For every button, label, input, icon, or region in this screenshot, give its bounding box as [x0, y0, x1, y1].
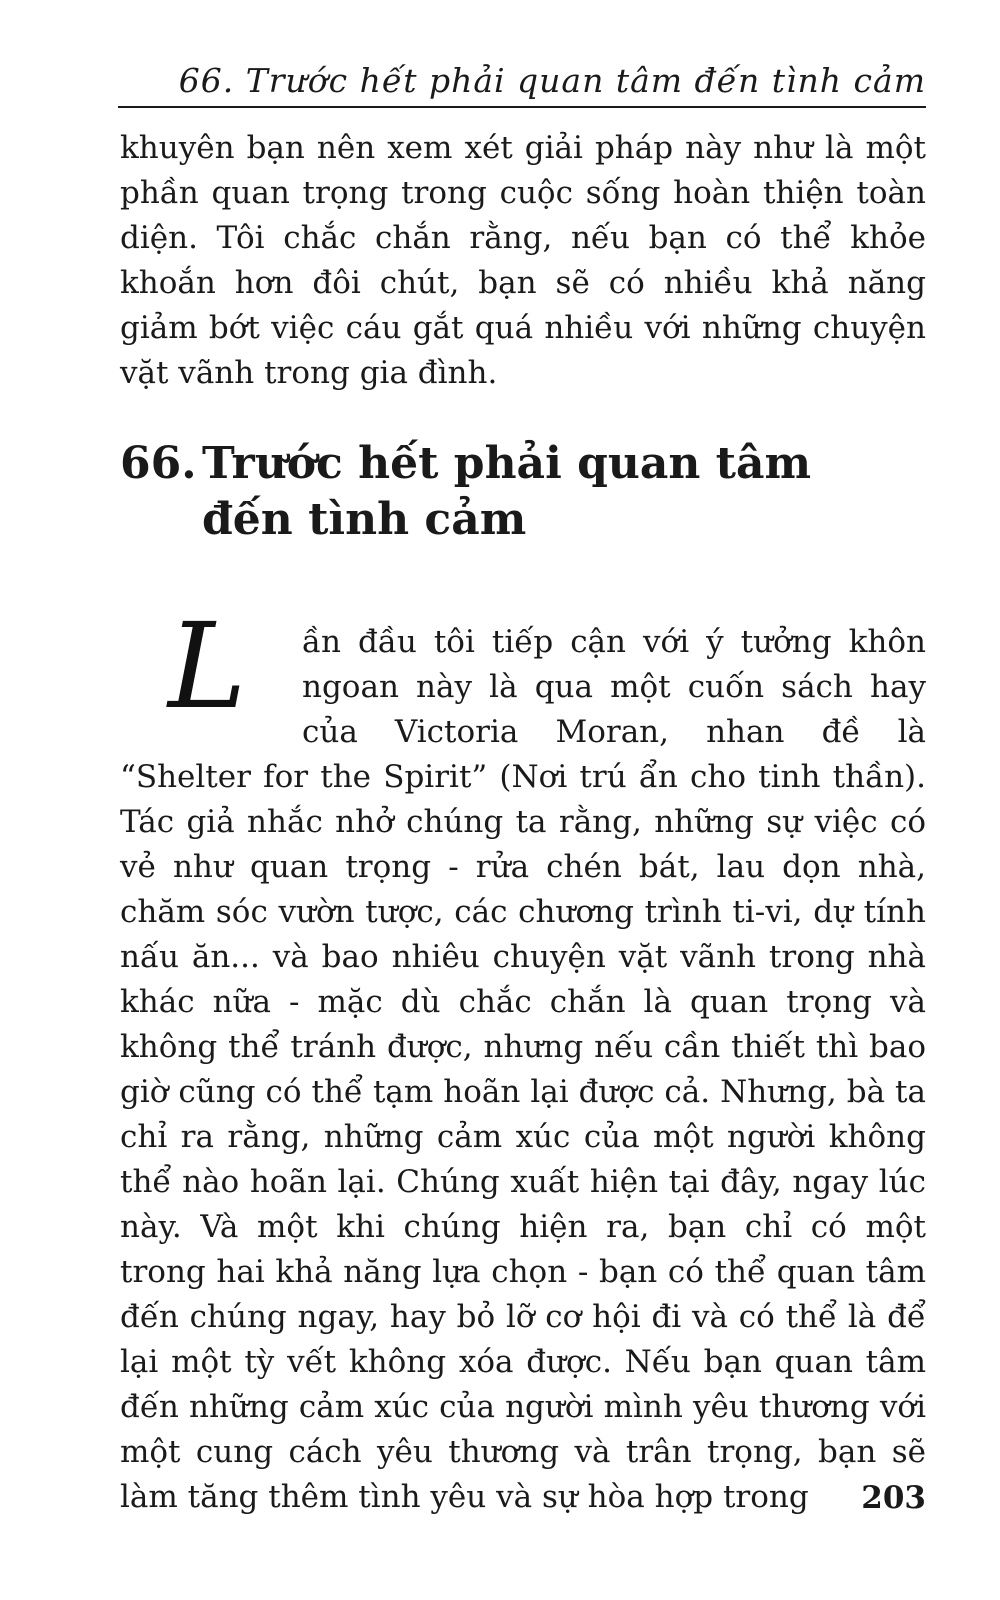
body-paragraph	[120, 597, 926, 1520]
running-head: 66. Trước hết phải quan tâm đến tình cảm	[178, 61, 926, 100]
section-number: 66.	[120, 438, 197, 489]
section-heading	[120, 436, 926, 548]
section-title: Trước hết phải quan tâm đến tình cảm	[202, 438, 812, 545]
header-rule	[118, 106, 926, 108]
drop-cap: L	[168, 597, 247, 735]
top-paragraph: khuyên bạn nên xem xét giải pháp này như là một phần quan trọng trong cuộc sống hoàn thiện toàn diện. Tôi chắc chắn rằng, nếu bạn có thể khỏe khoắn hơn đôi chút, bạn sẽ có nhiều khả năng giảm bớt việc cáu gắt quá nhiều với những chuyện vặt vãnh trong gia đình.	[120, 130, 926, 391]
body-text: ần đầu tôi tiếp cận với ý tưởng khôn ngoan này là qua một cuốn sách hay của Victoria Moran, nhan đề là “Shelter for the Spirit” (Nơi trú ẩn cho tinh thần). Tác giả nhắc nhở chúng ta rằng, những sự việc có vẻ như quan trọng - rửa chén bát, lau dọn nhà, chăm sóc vườn tược, các chương trình ti-vi, dự tính nấu ăn... và bao nhiêu chuyện vặt vãnh trong nhà khác nữa - mặc dù chắc chắn là quan trọng và không thể tránh được, nhưng nếu cần thiết thì bao giờ cũng có thể tạm hoãn lại được cả. Nhưng, bà ta chỉ ra rằng, những cảm xúc của một người không thể nào hoãn lại. Chúng xuất hiện tại đây, ngay lúc này. Và một khi chúng hiện ra, bạn chỉ có một trong hai khả năng lựa chọn - bạn có thể quan tâm đến chúng ngay, hay bỏ lỡ cơ hội đi và có thể là để lại một tỳ vết không xóa được. Nếu bạn quan tâm đến những cảm xúc của người mình yêu thương với một cung cách yêu thương và trân trọng, bạn sẽ làm tăng thêm tình yêu và sự hòa hợp trong	[120, 624, 926, 1515]
page-number: 203	[861, 1480, 926, 1516]
